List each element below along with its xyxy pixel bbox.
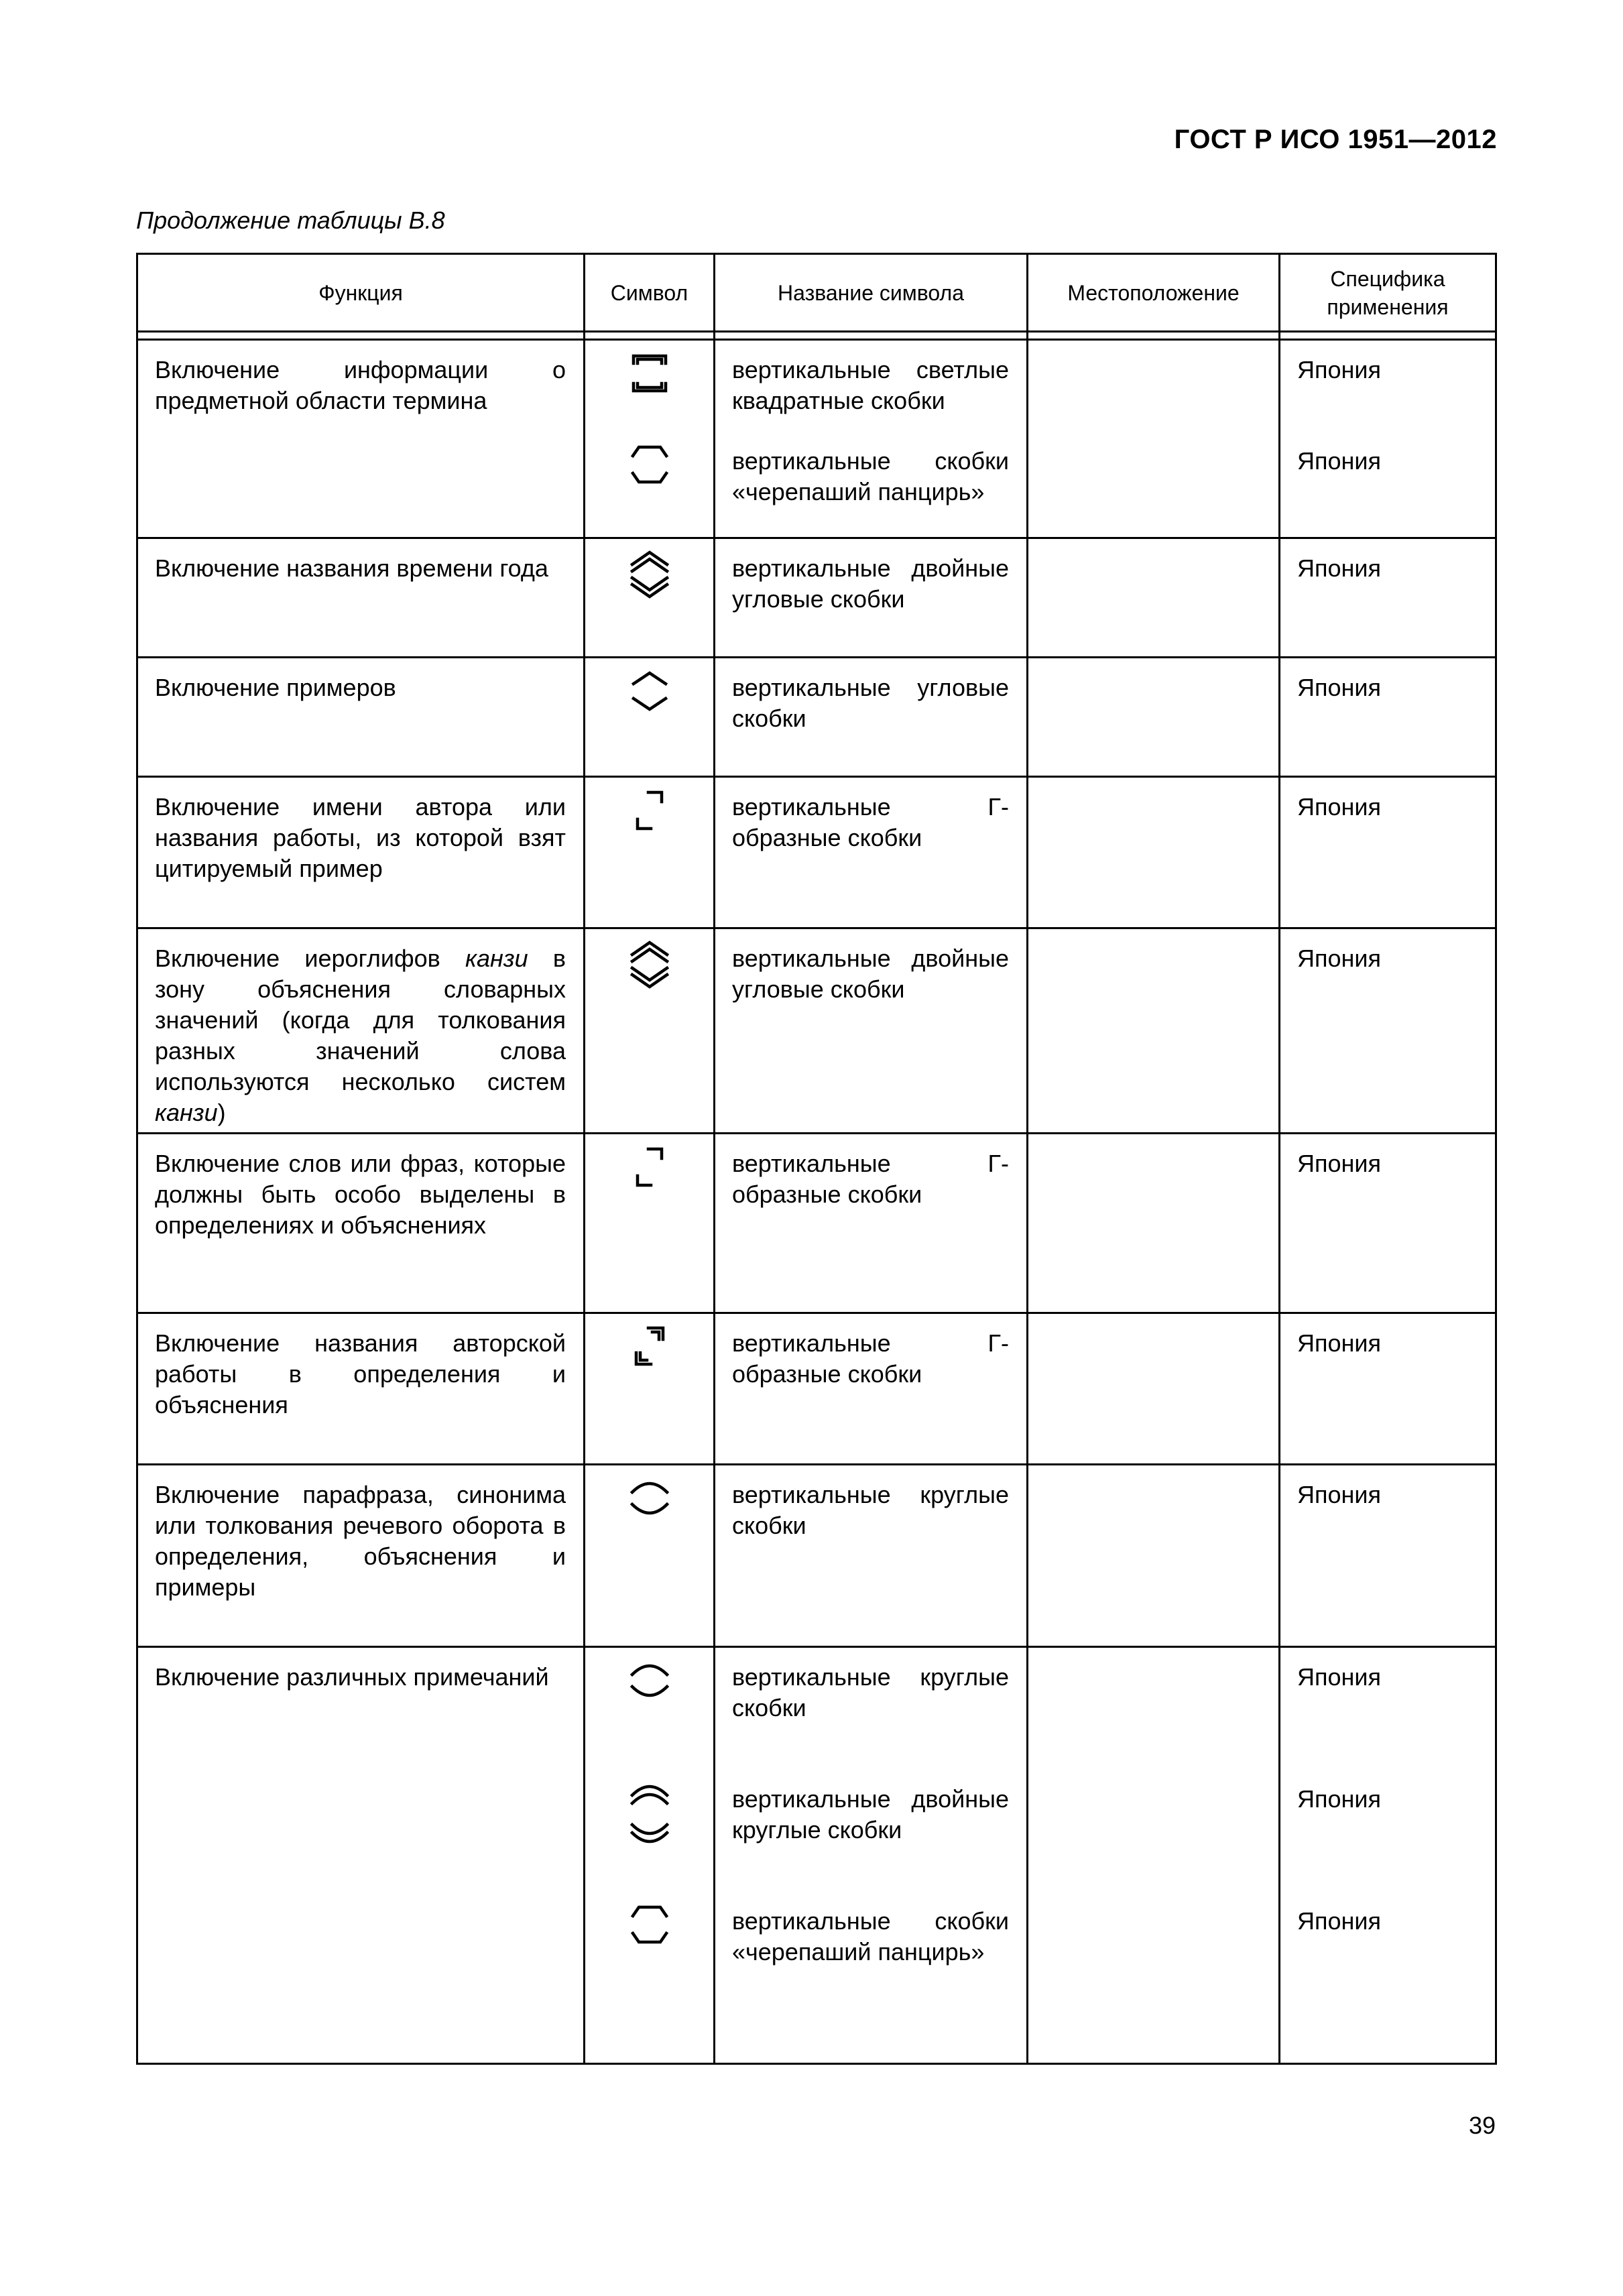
location-cell [1028,1313,1280,1465]
usage-stack [1280,341,1495,537]
function-cell [137,777,585,928]
symbol-cell [585,1647,715,2064]
symbol-name-text: вертикальные круглые скобки [732,1663,1009,1721]
symbol-name-stack [715,539,1026,644]
vertical-tortoise-shell-brackets-icon [585,1901,713,2023]
usage-text: Япония [1297,356,1381,383]
symbol-name-cell [715,1465,1028,1647]
symbol-name-cell [715,1647,1028,2064]
function-text: Включение слов или фраз, которые должны быть особо выделены в определениях и объяснениях [155,1150,566,1239]
usage-stack [1280,1465,1495,1571]
page-number: 39 [1468,2112,1496,2139]
symbol-name-stack [715,341,1026,537]
symbol-name-cell [715,340,1028,538]
vertical-angle-brackets-icon [585,668,713,759]
symbol-name-text: вертикальные угловые скобки [732,674,1009,732]
location-stack [1028,1134,1278,1240]
vertical-double-angle-brackets-icon [585,548,713,640]
symbol-name-text: вертикальные круглые скобки [732,1481,1009,1539]
location-cell [1028,538,1280,658]
function-text: Включение парафраза, синонима или толкования речевого оборота в определения, объяснения и примеры [155,1481,566,1601]
usage-stack [1280,539,1495,644]
table-row [137,538,1496,658]
header-separator [137,332,1496,340]
usage-text: Япония [1297,1481,1381,1508]
usage-text: Япония [1297,674,1381,701]
location-text [1045,1328,1261,1419]
symbol-stack [585,929,713,1030]
usage-text: Япония [1297,793,1381,821]
symbol-cell [585,1465,715,1647]
location-text [1045,672,1261,764]
symbol-name-text: вертикальные двойные угловые скобки [732,554,1009,613]
table-row [137,928,1496,1134]
function-text: Включение названия времени года [155,554,548,582]
function-cell [137,340,585,538]
symbol-name-stack [715,778,1026,883]
usage-cell [1280,1313,1496,1465]
vertical-corner-brackets-icon [585,787,713,878]
symbol-cell [585,1134,715,1313]
symbol-cell [585,340,715,538]
function-cell [137,1134,585,1313]
function-text [138,929,583,1128]
column-header-usage: Специфика применения [1280,254,1496,332]
usage-cell [1280,928,1496,1134]
symbol-name-text: вертикальные скобки «черепаший панцирь» [732,447,1009,505]
location-cell [1028,1465,1280,1647]
usage-text: Япония [1297,1785,1381,1813]
usage-cell [1280,340,1496,538]
symbol-name-text: вертикальные светлые квадратные скобки [732,356,1009,414]
table-caption: Продолжение таблицы В.8 [136,206,445,234]
column-header-location: Местоположение [1028,254,1280,332]
usage-stack [1280,778,1495,883]
location-stack [1028,658,1278,764]
usage-cell [1280,1134,1496,1313]
table-row [137,1465,1496,1647]
symbol-stack [585,778,713,878]
symbol-name-text: вертикальные двойные круглые скобки [732,1785,1009,1844]
usage-text: Япония [1297,1663,1381,1691]
location-cell [1028,928,1280,1134]
vertical-tortoise-shell-brackets-icon [585,441,713,532]
column-header-function: Функция [137,254,585,332]
function-text: Включение различных примечаний [155,1663,549,1691]
symbol-name-stack [715,1648,1026,2028]
usage-text: Япония [1297,447,1381,475]
symbol-name-cell [715,1134,1028,1313]
symbol-name-text: вертикальные Г-образные скобки [732,1150,1009,1208]
location-stack [1028,929,1278,1034]
function-text-part: Включение иероглифов [155,945,466,972]
symbol-stack [585,1648,713,2023]
symbol-cell [585,928,715,1134]
location-cell [1028,777,1280,928]
location-text [1045,446,1261,537]
symbol-name-cell [715,658,1028,777]
location-cell [1028,658,1280,777]
location-text [1045,355,1261,446]
vertical-parentheses-icon [585,1657,713,1779]
location-cell [1028,1134,1280,1313]
symbol-cell [585,1313,715,1465]
function-text-part: ) [217,1099,226,1126]
location-text [1045,1662,1261,1784]
vertical-double-angle-brackets-icon [585,939,713,1030]
symbol-cell [585,538,715,658]
table-row [137,340,1496,538]
symbol-name-cell [715,1313,1028,1465]
function-cell [137,1465,585,1647]
location-text [1045,1784,1261,1906]
symbol-name-text: вертикальные Г-образные скобки [732,793,1009,851]
location-text [1045,1906,1261,2028]
table-header-row [137,254,1496,332]
location-stack [1028,778,1278,883]
symbol-stack [585,341,713,532]
location-cell [1028,340,1280,538]
usage-stack [1280,1314,1495,1419]
column-header-symbol: Символ [585,254,715,332]
location-text [1045,792,1261,883]
symbol-name-text: вертикальные скобки «черепаший панцирь» [732,1907,1009,1966]
location-stack [1028,1465,1278,1571]
symbol-name-cell [715,777,1028,928]
vertical-double-parentheses-icon [585,1779,713,1901]
usage-text: Япония [1297,945,1381,972]
symbol-name-stack [715,1134,1026,1240]
usage-cell [1280,1647,1496,2064]
usage-stack [1280,929,1495,1034]
symbol-cell [585,777,715,928]
symbol-name-stack [715,1314,1026,1419]
document-id: ГОСТ Р ИСО 1951—2012 [1174,125,1497,154]
symbol-name-text: вертикальные Г-образные скобки [732,1329,1009,1388]
symbol-name-text: вертикальные двойные угловые скобки [732,945,1009,1003]
symbols-table [136,253,1497,2065]
table-row [137,1134,1496,1313]
location-stack [1028,1648,1278,2028]
function-cell [137,1647,585,2064]
function-text: Включение названия авторской работы в определения и объяснения [155,1329,566,1418]
table-row [137,777,1496,928]
location-cell [1028,1647,1280,2064]
function-text: Включение имени автора или названия работы, из которой взят цитируемый пример [155,793,566,882]
usage-stack [1280,1648,1495,2028]
symbol-stack [585,1314,713,1414]
symbol-name-stack [715,929,1026,1034]
function-cell [137,1313,585,1465]
usage-cell [1280,658,1496,777]
table-row [137,1313,1496,1465]
function-text: Включение информации о предметной области термина [155,356,566,414]
function-text-italic: канзи [465,945,528,972]
usage-text: Япония [1297,554,1381,582]
location-stack [1028,341,1278,537]
symbol-name-cell [715,538,1028,658]
table-row [137,1647,1496,2064]
location-stack [1028,1314,1278,1419]
location-stack [1028,539,1278,644]
symbol-name-cell [715,928,1028,1134]
vertical-white-corner-brackets-icon [585,1323,713,1414]
usage-text: Япония [1297,1150,1381,1177]
symbol-name-stack [715,1465,1026,1571]
usage-cell [1280,538,1496,658]
symbol-stack [585,1465,713,1566]
function-text-italic: канзи [155,1099,218,1126]
symbol-stack [585,539,713,640]
usage-cell [1280,777,1496,928]
function-cell [137,658,585,777]
usage-cell [1280,1465,1496,1647]
function-cell [137,538,585,658]
vertical-corner-brackets-icon [585,1144,713,1235]
vertical-parentheses-icon [585,1475,713,1566]
symbol-stack [585,658,713,759]
location-text [1045,1479,1261,1571]
location-text [1045,943,1261,1034]
column-header-symbol-name: Название символа [715,254,1028,332]
symbol-stack [585,1134,713,1235]
symbol-cell [585,658,715,777]
location-text [1045,1148,1261,1240]
vertical-white-square-brackets-icon [585,350,713,441]
usage-stack [1280,658,1495,764]
location-text [1045,553,1261,644]
symbol-name-stack [715,658,1026,764]
table-row [137,658,1496,777]
function-cell [137,928,585,1134]
function-text: Включение примеров [155,674,396,701]
function-text-part: в зону объяснения словарных значений (когда для толкования разных значений слова используются несколько систем [155,945,566,1095]
usage-stack [1280,1134,1495,1240]
usage-text: Япония [1297,1907,1381,1935]
usage-text: Япония [1297,1329,1381,1357]
